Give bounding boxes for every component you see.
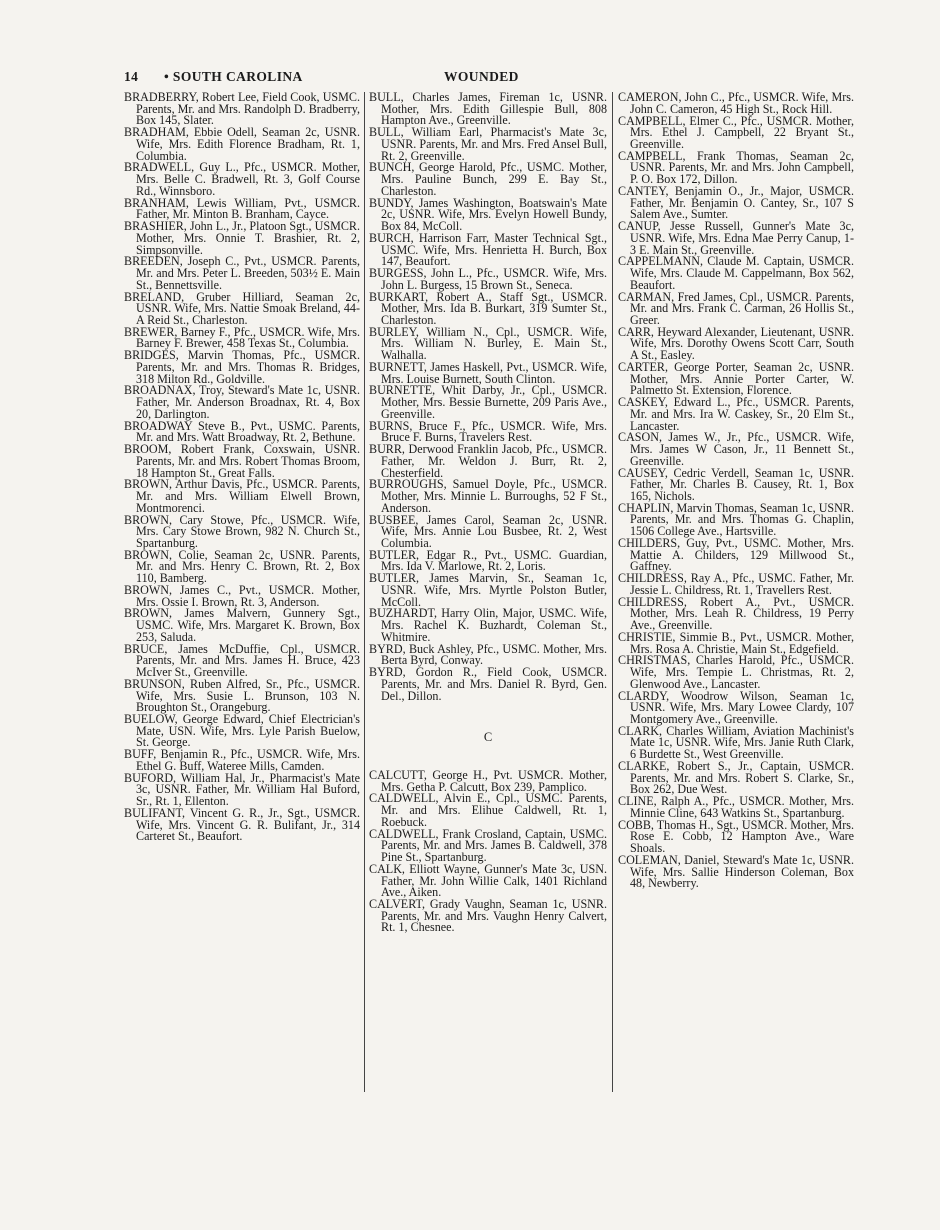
casualty-entry: CAMPBELL, Frank Thomas, Seaman 2c, USNR. Parents, Mr. and Mrs. John Campbell, P. O. Box 172, Dillon. xyxy=(618,148,854,187)
column-2-top xyxy=(369,92,607,702)
state-name: SOUTH CAROLINA xyxy=(172,69,303,84)
section-heading: C xyxy=(483,730,493,745)
casualty-entry: BRASHIER, John L., Jr., Platoon Sgt., USMCR. Mother, Mrs. Onnie T. Brashier, Rt. 2, Simpsonville. xyxy=(124,219,360,257)
casualty-entry: BROADWAY Steve B., Pvt., USMC. Parents, Mr. and Mrs. Watt Broadway, Rt. 2, Bethune. xyxy=(124,418,360,445)
list-title: WOUNDED xyxy=(444,69,519,84)
casualty-entry: BUSBEE, James Carol, Seaman 2c, USNR. Wife, Mrs. Annie Lou Busbee, Rt. 2, West Columbia. xyxy=(369,512,607,550)
column-2 xyxy=(369,92,607,934)
casualty-entry: BROWN, James C., Pvt., USMCR. Mother, Mrs. Ossie I. Brown, Rt. 3, Anderson. xyxy=(124,582,360,609)
page-header xyxy=(124,69,864,85)
casualty-entry: BROWN, Cary Stowe, Pfc., USMCR. Wife, Mrs. Cary Stowe Brown, 982 N. Church St., Spartanburg. xyxy=(124,512,360,550)
casualty-entry: BROADNAX, Troy, Steward's Mate 1c, USNR. Father, Mr. Anderson Broadnax, Rt. 4, Box 20, Darlington. xyxy=(124,383,360,421)
casualty-entry: BULL, Charles James, Fireman 1c, USNR. Mother, Mrs. Edith Gillespie Bull, 808 Hampton Ave., Greenville. xyxy=(369,90,607,128)
casualty-entry: CANUP, Jesse Russell, Gunner's Mate 3c, USNR. Wife, Mrs. Edna Mae Perry Canup, 1-3 E. Main St., Greenville. xyxy=(618,219,854,257)
casualty-entry: BRADWELL, Guy L., Pfc., USMCR. Mother, Mrs. Belle C. Bradwell, Rt. 3, Golf Course Rd., Winnsboro. xyxy=(124,160,360,198)
casualty-entry: BURNS, Bruce F., Pfc., USMCR. Wife, Mrs. Bruce F. Burns, Travelers Rest. xyxy=(369,418,607,445)
casualty-entry: BRANHAM, Lewis William, Pvt., USMCR. Father, Mr. Minton B. Branham, Cayce. xyxy=(124,195,360,222)
casualty-entry: CHAPLIN, Marvin Thomas, Seaman 1c, USNR. Parents, Mr. and Mrs. Thomas G. Chaplin, 1506 College Ave., Hartsville. xyxy=(618,500,854,539)
casualty-entry: CAMPBELL, Elmer C., Pfc., USMCR. Mother, Mrs. Ethel J. Campbell, 22 Bryant St., Greenville. xyxy=(618,113,854,151)
casualty-entry: BUZHARDT, Harry Olin, Major, USMC. Wife, Mrs. Rachel K. Buzhardt, Coleman St., Whitmire. xyxy=(369,606,607,644)
casualty-entry: CARMAN, Fred James, Cpl., USMCR. Parents, Mr. and Mrs. Frank C. Carman, 26 Hollis St., Greer. xyxy=(618,289,854,327)
casualty-entry: BYRD, Gordon R., Field Cook, USMCR. Parents, Mr. and Mrs. Daniel R. Byrd, Gen. Del., Dillon. xyxy=(369,665,607,703)
casualty-entry: CALCUTT, George H., Pvt. USMCR. Mother, Mrs. Getha P. Calcutt, Box 239, Pamplico. xyxy=(369,767,607,794)
casualty-entry: CLARKE, Robert S., Jr., Captain, USMCR. Parents, Mr. and Mrs. Robert S. Clarke, Sr., Box 262, Due West. xyxy=(618,758,854,797)
casualty-entry: BREEDEN, Joseph C., Pvt., USMCR. Parents, Mr. and Mrs. Peter L. Breeden, 503½ E. Main St., Bennettsville. xyxy=(124,254,360,292)
casualty-entry: CHILDRESS, Ray A., Pfc., USMC. Father, Mr. Jessie L. Childress, Rt. 1, Travellers Rest. xyxy=(618,571,854,597)
casualty-entry: CARTER, George Porter, Seaman 2c, USNR. Mother, Mrs. Annie Porter Carter, W. Palmetto St. Extension, Florence. xyxy=(618,359,854,398)
casualty-entry: CAPPELMANN, Claude M. Captain, USMCR. Wife, Mrs. Claude M. Cappelmann, Box 562, Beaufort. xyxy=(618,254,854,292)
column-1 xyxy=(124,92,360,843)
casualty-entry: BROOM, Robert Frank, Coxswain, USNR. Parents, Mr. and Mrs. Robert Thomas Broom, 18 Hampton St., Great Falls. xyxy=(124,442,360,480)
casualty-entry: CLINE, Ralph A., Pfc., USMCR. Mother, Mrs. Minnie Cline, 643 Watkins St., Spartanburg. xyxy=(618,794,854,820)
casualty-entry: BUTLER, James Marvin, Sr., Seaman 1c, USNR. Wife, Mrs. Myrtle Polston Butler, McColl. xyxy=(369,571,607,609)
casualty-entry: CASON, James W., Jr., Pfc., USMCR. Wife, Mrs. James W Cason, Jr., 11 Bennett St., Greenville. xyxy=(618,430,854,468)
casualty-entry: BRUCE, James McDuffie, Cpl., USMCR. Parents, Mr. and Mrs. James H. Bruce, 423 McIver St., Greenville. xyxy=(124,641,360,680)
casualty-entry: CALK, Elliott Wayne, Gunner's Mate 3c, USN. Father, Mr. John Willie Calk, 1401 Richland Ave., Aiken. xyxy=(369,861,607,900)
casualty-entry: BRUNSON, Ruben Alfred, Sr., Pfc., USMCR. Wife, Mrs. Susie L. Brunson, 103 N. Broughton St., Orangeburg. xyxy=(124,676,360,715)
casualty-entry: BRIDGES, Marvin Thomas, Pfc., USMCR. Parents, Mr. and Mrs. Thomas R. Bridges, 318 Milton Rd., Goldville. xyxy=(124,348,360,386)
page-number: 14 xyxy=(124,69,139,84)
casualty-entry: CALDWELL, Alvin E., Cpl., USMC. Parents, Mr. and Mrs. Elihue Caldwell, Rt. 1, Roebuck. xyxy=(369,791,607,829)
casualty-entry: CANTEY, Benjamin O., Jr., Major, USMCR. Father, Mr. Benjamin O. Cantey, Sr., 107 S Salem Ave., Sumter. xyxy=(618,183,854,222)
casualty-entry: CHRISTIE, Simmie B., Pvt., USMCR. Mother, Mrs. Rosa A. Christie, Main St., Edgefield. xyxy=(618,629,854,656)
casualty-entry: BUTLER, Edgar R., Pvt., USMC. Guardian, Mrs. Ida V. Marlowe, Rt. 2, Loris. xyxy=(369,547,607,574)
casualty-entry: CLARK, Charles William, Aviation Machinist's Mate 1c, USNR. Wife, Mrs. Janie Ruth Clark, 6 Burdette St., West Greenville. xyxy=(618,723,854,762)
header-bullet: • xyxy=(164,69,170,84)
casualty-entry: BURR, Derwood Franklin Jacob, Pfc., USMCR. Father, Mr. Weldon J. Burr, Rt. 2, Chesterfield. xyxy=(369,442,607,480)
casualty-entry: BUFORD, William Hal, Jr., Pharmacist's Mate 3c, USNR. Father, Mr. William Hal Buford, Sr., Rt. 1, Ellenton. xyxy=(124,770,360,809)
casualty-entry: BROWN, Colie, Seaman 2c, USNR. Parents, Mr. and Mrs. Henry C. Brown, Rt. 2, Box 110, Bamberg. xyxy=(124,547,360,586)
casualty-entry: CHILDRESS, Robert A., Pvt., USMCR. Mother, Mrs. Leah R. Childress, 19 Perry Ave., Greenville. xyxy=(618,594,854,633)
casualty-entry: BURLEY, William N., Cpl., USMCR. Wife, Mrs. William N. Burley, E. Main St., Walhalla. xyxy=(369,324,607,363)
casualty-entry: CLARDY, Woodrow Wilson, Seaman 1c, USNR. Wife, Mrs. Mary Lowee Clardy, 107 Montgomery Ave., Greenville. xyxy=(618,688,854,726)
casualty-entry: BUELOW, George Edward, Chief Electrician's Mate, USN. Wife, Mrs. Lyle Parish Buelow, St. George. xyxy=(124,712,360,750)
casualty-entry: BUFF, Benjamin R., Pfc., USMCR. Wife, Mrs. Ethel G. Buff, Wateree Mills, Camden. xyxy=(124,747,360,773)
casualty-entry: CASKEY, Edward L., Pfc., USMCR. Parents, Mr. and Mrs. Ira W. Caskey, Sr., 20 Elm St., Lancaster. xyxy=(618,395,854,433)
casualty-entry: BURROUGHS, Samuel Doyle, Pfc., USMCR. Mother, Mrs. Minnie L. Burroughs, 52 F St., Anderson. xyxy=(369,477,607,515)
column-2-bottom xyxy=(369,767,607,935)
casualty-entry: BRELAND, Gruber Hilliard, Seaman 2c, USNR. Wife, Mrs. Nattie Smoak Breland, 44-A Reid St., Charleston. xyxy=(124,289,360,327)
casualty-entry: BROWN, Arthur Davis, Pfc., USMCR. Parents, Mr. and Mrs. William Elwell Brown, Montmorenci. xyxy=(124,477,360,515)
casualty-entry: BURGESS, John L., Pfc., USMCR. Wife, Mrs. John L. Burgess, 15 Brown St., Seneca. xyxy=(369,266,607,292)
casualty-entry: COLEMAN, Daniel, Steward's Mate 1c, USNR. Wife, Mrs. Sallie Hinderson Coleman, Box 48, Newberry. xyxy=(618,852,854,891)
casualty-entry: CALVERT, Grady Vaughn, Seaman 1c, USNR. Parents, Mr. and Mrs. Vaughn Henry Calvert, Rt. 1, Chesnee. xyxy=(369,897,607,935)
casualty-entry: BUNDY, James Washington, Boatswain's Mate 2c, USNR. Wife, Mrs. Evelyn Howell Bundy, Box 84, McColl. xyxy=(369,195,607,234)
column-3 xyxy=(618,92,854,890)
casualty-entry: CHILDERS, Guy, Pvt., USMC. Mother, Mrs. Mattie A. Childers, 129 Millwood St., Gaffney. xyxy=(618,535,854,574)
casualty-entry: BURKART, Robert A., Staff Sgt., USMCR. Mother, Mrs. Ida B. Burkart, 319 Sumter St., Charleston. xyxy=(369,289,607,327)
casualty-entry: BULL, William Earl, Pharmacist's Mate 3c, USNR. Parents, Mr. and Mrs. Fred Ansel Bull, Rt. 2, Greenville. xyxy=(369,125,607,163)
casualty-entry: CARR, Heyward Alexander, Lieutenant, USNR. Wife, Mrs. Dorothy Owens Scott Carr, South A St., Easley. xyxy=(618,324,854,363)
casualty-entry: COBB, Thomas H., Sgt., USMCR. Mother, Mrs. Rose E. Cobb, 12 Hampton Ave., Ware Shoals. xyxy=(618,817,854,856)
state-heading xyxy=(164,69,303,85)
casualty-entry: BYRD, Buck Ashley, Pfc., USMC. Mother, Mrs. Berta Byrd, Conway. xyxy=(369,641,607,668)
column-divider xyxy=(612,92,613,1092)
casualty-entry: CAMERON, John C., Pfc., USMCR. Wife, Mrs. John C. Cameron, 45 High St., Rock Hill. xyxy=(618,90,854,116)
casualty-entry: BROWN, James Malvern, Gunnery Sgt., USMC. Wife, Mrs. Margaret K. Brown, Box 253, Saluda. xyxy=(124,606,360,644)
casualty-entry: BULIFANT, Vincent G. R., Jr., Sgt., USMCR. Wife, Mrs. Vincent G. R. Bulifant, Jr., 314 Carteret St., Beaufort. xyxy=(124,805,360,844)
casualty-entry: BURNETTE, Whit Darby, Jr., Cpl., USMCR. Mother, Mrs. Bessie Burnette, 209 Paris Ave., Greenville. xyxy=(369,383,607,421)
casualty-entry: CHRISTMAS, Charles Harold, Pfc., USMCR. Wife, Mrs. Tempie L. Christmas, Rt. 2, Glenwood Ave., Lancaster. xyxy=(618,653,854,691)
casualty-entry: BREWER, Barney F., Pfc., USMCR. Wife, Mrs. Barney F. Brewer, 458 Texas St., Columbia. xyxy=(124,324,360,351)
casualty-entry: BRADHAM, Ebbie Odell, Seaman 2c, USNR. Wife, Mrs. Edith Florence Bradham, Rt. 1, Columbia. xyxy=(124,125,360,163)
casualty-entry: BUNCH, George Harold, Pfc., USMC. Mother, Mrs. Pauline Bunch, 299 E. Bay St., Charleston. xyxy=(369,160,607,198)
casualty-entry: BRADBERRY, Robert Lee, Field Cook, USMC. Parents, Mr. and Mrs. Randolph D. Bradberry, Box 145, Slater. xyxy=(124,90,360,128)
casualty-entry: BURCH, Harrison Farr, Master Technical Sgt., USMC. Wife, Mrs. Henrietta H. Burch, Box 147, Beaufort. xyxy=(369,230,607,269)
casualty-entry: CAUSEY, Cedric Verdell, Seaman 1c, USNR. Father, Mr. Charles B. Causey, Rt. 1, Box 165, Nichols. xyxy=(618,465,854,503)
casualty-entry: BURNETT, James Haskell, Pvt., USMCR. Wife, Mrs. Louise Burnett, South Clinton. xyxy=(369,359,607,386)
column-divider xyxy=(364,92,365,1092)
casualty-entry: CALDWELL, Frank Crosland, Captain, USMC. Parents, Mr. and Mrs. James B. Caldwell, 378 Pine St., Spartanburg. xyxy=(369,826,607,865)
